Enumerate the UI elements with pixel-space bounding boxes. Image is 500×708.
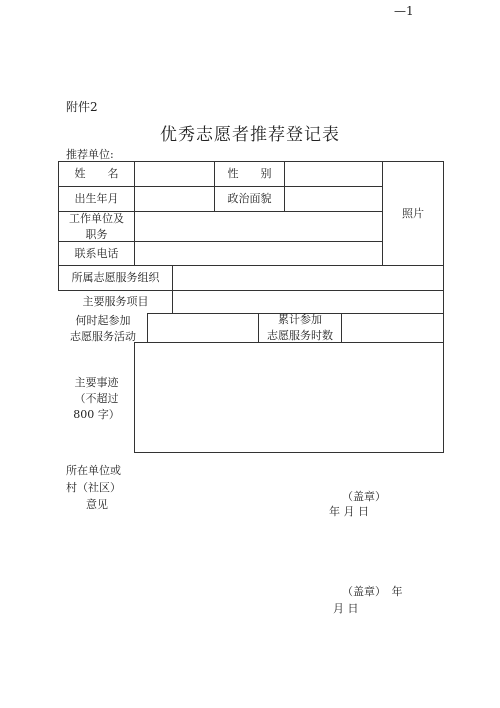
phone-label: 联系电话 [74,246,119,260]
name-field[interactable] [135,162,214,186]
deeds-label-line2: （不超过 [74,392,119,405]
gender-field[interactable] [285,162,382,186]
deeds-bottom [134,452,444,453]
deeds-right [443,342,444,453]
birth-label: 出生年月 [74,192,119,205]
opinion-label-line1: 所在单位或 [66,464,121,477]
project-right-border [443,290,444,313]
work-field[interactable] [135,212,382,241]
deeds-label-line1: 主要事迹 [74,376,119,389]
political-field[interactable] [285,187,382,211]
work-label-line1: 工作单位及 [69,211,124,225]
birth-field[interactable] [135,187,214,211]
attachment-label: 附件2 [66,100,98,114]
since-field[interactable] [148,314,258,342]
hours-label-line1: 累计参加 [278,313,322,326]
project-field[interactable] [173,291,443,313]
hours-right-border [443,313,444,343]
name-label: 姓 名 [74,167,119,180]
deeds-label-line3: 800 字） [73,408,120,421]
table-right-border [443,161,444,291]
work-label [59,212,134,241]
deeds-label [59,372,134,426]
seal-label-2: （盖章） 年 [342,585,403,598]
photo-label: 照片 [402,206,424,220]
work-label-line2: 职务 [85,227,108,241]
hours-label-line2: 志愿服务时数 [267,329,333,342]
page-number: —1 [394,4,414,18]
since-label-line2: 志愿服务活动 [70,329,136,343]
gender-label: 性 别 [227,167,272,180]
deeds-field[interactable] [135,343,443,452]
opinion-label-line2: 村（社区） [66,481,121,494]
date-label-1: 年 月 日 [329,505,369,518]
opinion-label-line3: 意见 [86,498,108,511]
form-title: 优秀志愿者推荐登记表 [160,125,340,145]
recommend-unit-label: 推荐单位: [66,148,114,161]
project-label: 主要服务项目 [82,295,149,308]
political-label: 政治面貌 [227,192,272,205]
hours-field[interactable] [342,314,443,342]
org-label: 所属志愿服务组织 [71,271,160,284]
since-label-line1: 何时起参加 [75,313,131,327]
hours-label [259,314,341,342]
phone-field[interactable] [135,242,382,265]
org-field[interactable] [173,266,443,290]
seal-label-1: （盖章） [342,490,386,503]
since-label [59,314,147,343]
date-label-2: 月 日 [333,602,359,615]
